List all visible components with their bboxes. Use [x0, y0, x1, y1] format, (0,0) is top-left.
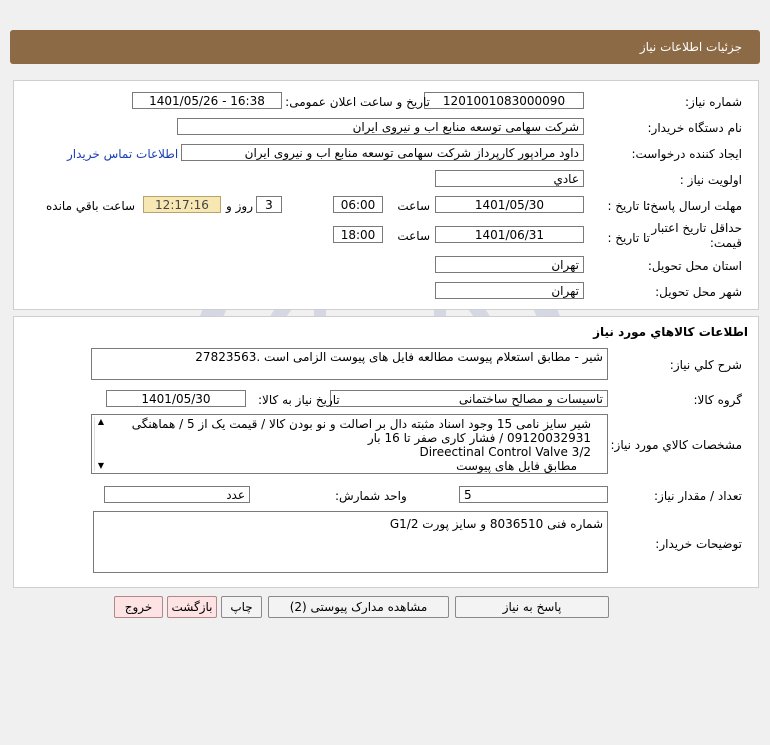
deadline-label: مهلت ارسال پاسخ: — [646, 199, 742, 213]
buyer-label: نام دستگاه خریدار: — [647, 121, 742, 135]
quantity-label: تعداد / مقدار نیاز: — [654, 489, 742, 503]
buyer-description-label: توضیحات خریدار: — [655, 537, 742, 551]
deadline-time-field: 06:00 — [333, 196, 383, 213]
city-field: تهران — [435, 282, 584, 299]
remaining-label: ساعت باقي مانده — [46, 199, 136, 213]
deadline-date-field: 1401/05/30 — [435, 196, 584, 213]
deadline-to-date-label: تا تاریخ : — [607, 199, 650, 213]
creator-label: ایجاد کننده درخواست: — [631, 147, 742, 161]
specs-label: مشخصات کالاي مورد نیاز: — [610, 438, 742, 452]
need-number-field: 1201001083000090 — [424, 92, 584, 109]
specs-line: Direectinal Control Valve 3/2 — [419, 445, 591, 459]
group-field: تاسیسات و مصالح ساختمانی — [330, 390, 608, 407]
summary-label: شرح کلي نیاز: — [669, 358, 742, 372]
unit-field: عدد — [104, 486, 250, 503]
specs-scrollbar[interactable] — [94, 417, 107, 471]
quantity-field: 5 — [459, 486, 608, 503]
specs-line: مطابق فایل های پیوست — [456, 459, 577, 473]
creator-field: داود مرادپور کارپرداز شرکت سهامی توسعه منابع اب و نیروی ایران — [181, 144, 584, 161]
province-label: استان محل تحویل: — [647, 259, 742, 273]
back-button[interactable]: بازگشت — [167, 596, 217, 618]
deadline-time-label: ساعت — [397, 199, 430, 213]
page-header — [10, 30, 760, 64]
specs-line: 09120032931 / فشار کاری صفر تا 16 بار — [367, 431, 591, 445]
scroll-up-icon[interactable]: ▲ — [97, 417, 105, 426]
scroll-down-icon[interactable]: ▼ — [97, 461, 105, 470]
days-label: روز و — [226, 199, 253, 213]
priority-label: اولویت نیاز : — [679, 173, 742, 187]
days-field: 3 — [256, 196, 282, 213]
unit-label: واحد شمارش: — [335, 489, 407, 503]
need-date-label: تاریخ نیاز به کالا: — [258, 393, 340, 407]
announce-label: تاریخ و ساعت اعلان عمومی: — [285, 95, 430, 109]
priority-field: عادي — [435, 170, 584, 187]
specs-textarea[interactable] — [91, 414, 608, 474]
validity-label-line2: قیمت: — [709, 236, 742, 250]
summary-field: شیر - مطابق استعلام پیوست مطالعه فایل های پیوست الزامی است .27823563 — [91, 348, 608, 380]
exit-button[interactable]: خروج — [114, 596, 163, 618]
validity-label-line1: حداقل تاریخ اعتبار — [651, 221, 742, 235]
validity-time-label: ساعت — [397, 229, 430, 243]
announce-field: 1401/05/26 - 16:38 — [132, 92, 282, 109]
province-field: تهران — [435, 256, 584, 273]
validity-time-field: 18:00 — [333, 226, 383, 243]
specs-line: شیر سایز نامی 15 وجود اسناد مثبته دال بر اصالت و نو بودن کالا / قیمت یک از 5 / هماهنگی — [131, 417, 591, 431]
buyer-field: شرکت سهامی توسعه منابع اب و نیروی ایران — [177, 118, 584, 135]
reply-button[interactable]: پاسخ به نیاز — [455, 596, 609, 618]
page-title: جزئیات اطلاعات نیاز — [639, 40, 742, 54]
need-number-label: شماره نیاز: — [685, 95, 742, 109]
validity-to-date-label: تا تاریخ : — [607, 231, 650, 245]
remaining-time-field: 12:17:16 — [143, 196, 221, 213]
need-info-panel — [13, 80, 759, 310]
buyer-description-field: شماره فنی 8036510 و سایز پورت G1/2 — [93, 511, 608, 573]
validity-date-field: 1401/06/31 — [435, 226, 584, 243]
view-attachments-button[interactable]: مشاهده مدارک پیوستی (2) — [268, 596, 449, 618]
need-date-field: 1401/05/30 — [106, 390, 246, 407]
goods-section-title: اطلاعات کالاهاي مورد نیاز — [593, 325, 748, 339]
group-label: گروه کالا: — [693, 393, 742, 407]
buyer-contact-link[interactable]: اطلاعات تماس خریدار — [67, 147, 179, 161]
city-label: شهر محل تحویل: — [655, 285, 742, 299]
print-button[interactable]: چاپ — [221, 596, 262, 618]
